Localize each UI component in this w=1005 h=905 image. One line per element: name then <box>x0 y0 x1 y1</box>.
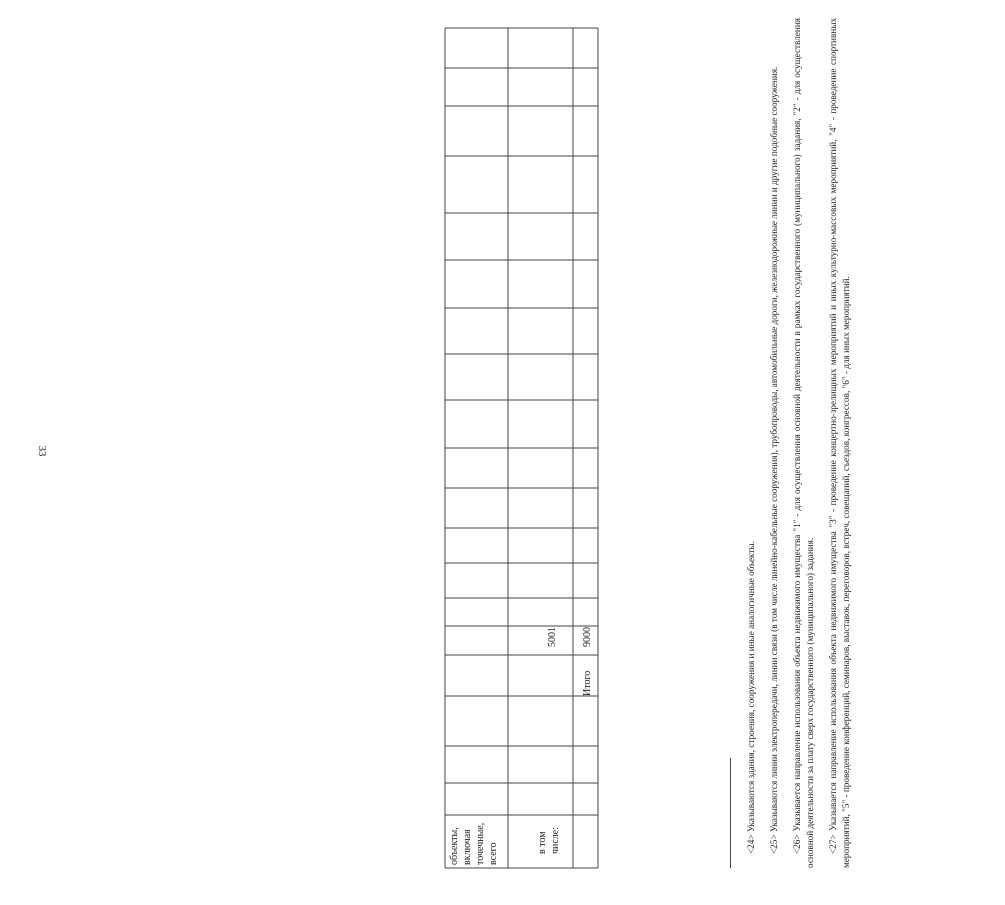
data-table <box>445 28 1005 868</box>
code-total: 9000 <box>582 627 593 647</box>
footnote-24: <24> Указываются здания, строения, сооружения и иные аналогичные объекты. <box>746 541 756 854</box>
page-number: 33 <box>36 445 48 457</box>
table-grid-lines <box>445 28 598 868</box>
total-label: Итого <box>582 670 593 696</box>
footnote-26: <26> Указывается направление использования объекта недвижимого имущества "1" - для осуществления основной деятельности в рамках государственного (муниципального) задания, "2" - для осуществления основной деятельности за плату сверх государственного (муниципального) задания. <box>792 18 815 868</box>
row-label-total-objects: объекты, включая точечные, всего <box>449 822 499 865</box>
footnote-27: <27> Указывается направление использования объекта недвижимого имущества "3" - проведение концертно-зрелищных мероприятий и иных культурно-массовых мероприятий, "4" - проведение спортивных мероприятий, "5" - проведение конференций, семинаров, выставок, переговоров, встреч, совещаний, съездов, конгрессов, "6" - для иных мероприятий. <box>828 18 851 868</box>
row-label-including: в том числе: <box>537 826 561 854</box>
footnotes <box>730 18 863 868</box>
landscape-content <box>445 18 1005 868</box>
footnote-25: <25> Указываются линии электропередачи, линии связи (в том числе линейно-кабельные сооружения), трубопроводы, автомобильные дороги, железнодорожные линии и другие подобные сооружения. <box>769 66 779 854</box>
code-including: 5001 <box>547 627 558 647</box>
footnote-separator <box>730 758 731 868</box>
